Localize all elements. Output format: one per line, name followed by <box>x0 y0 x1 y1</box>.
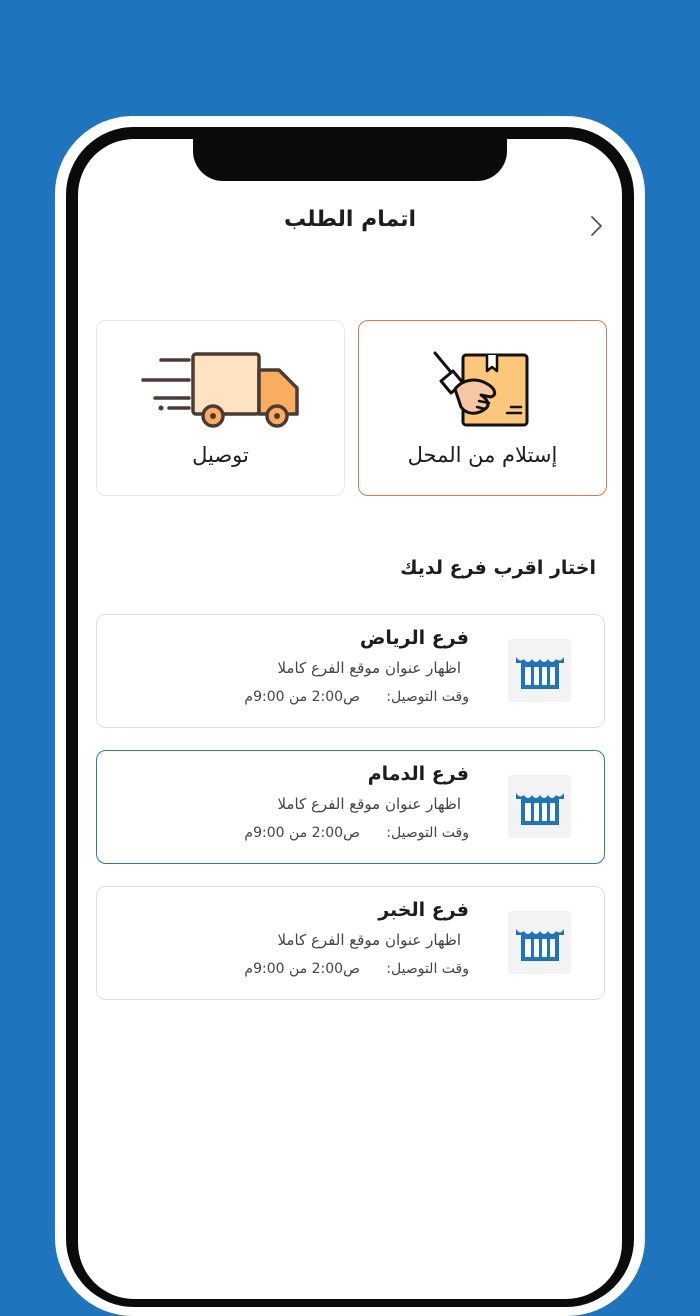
branch-name: فرع الرياض <box>359 627 469 649</box>
delivery-option-label: توصيل <box>192 443 249 467</box>
back-button[interactable] <box>582 212 610 240</box>
branch-time-value: ص2:00 من 9:00م <box>244 689 360 705</box>
branch-time-value: ص2:00 من 9:00م <box>244 825 360 841</box>
pickup-option-label: إستلام من المحل <box>407 443 558 467</box>
branch-card-dammam[interactable] <box>96 750 605 864</box>
branch-address: اظهار عنوان موقع الفرع كاملا <box>277 795 461 813</box>
store-logo-icon <box>508 775 571 838</box>
branch-address: اظهار عنوان موقع الفرع كاملا <box>277 659 461 677</box>
branches-section-title: اختار اقرب فرع لديك <box>400 557 596 579</box>
store-logo-icon <box>508 911 571 974</box>
branch-time-label: وقت التوصيل: <box>386 689 469 705</box>
store-logo-icon <box>508 639 571 702</box>
delivery-option-card[interactable] <box>96 320 345 496</box>
phone-notch <box>193 127 507 181</box>
branch-time-value: ص2:00 من 9:00م <box>244 961 360 977</box>
hand-package-icon <box>359 345 606 435</box>
branch-address: اظهار عنوان موقع الفرع كاملا <box>277 931 461 949</box>
delivery-truck-icon <box>97 345 344 435</box>
pickup-option-card[interactable] <box>358 320 607 496</box>
branch-time-label: وقت التوصيل: <box>386 825 469 841</box>
branch-time-label: وقت التوصيل: <box>386 961 469 977</box>
branch-name: فرع الدمام <box>367 763 469 785</box>
chevron-right-icon <box>588 214 604 238</box>
branch-name: فرع الخبر <box>378 899 469 921</box>
branch-card-khobar[interactable] <box>96 886 605 1000</box>
page-title: اتمام الطلب <box>283 207 417 232</box>
branch-card-riyadh[interactable] <box>96 614 605 728</box>
